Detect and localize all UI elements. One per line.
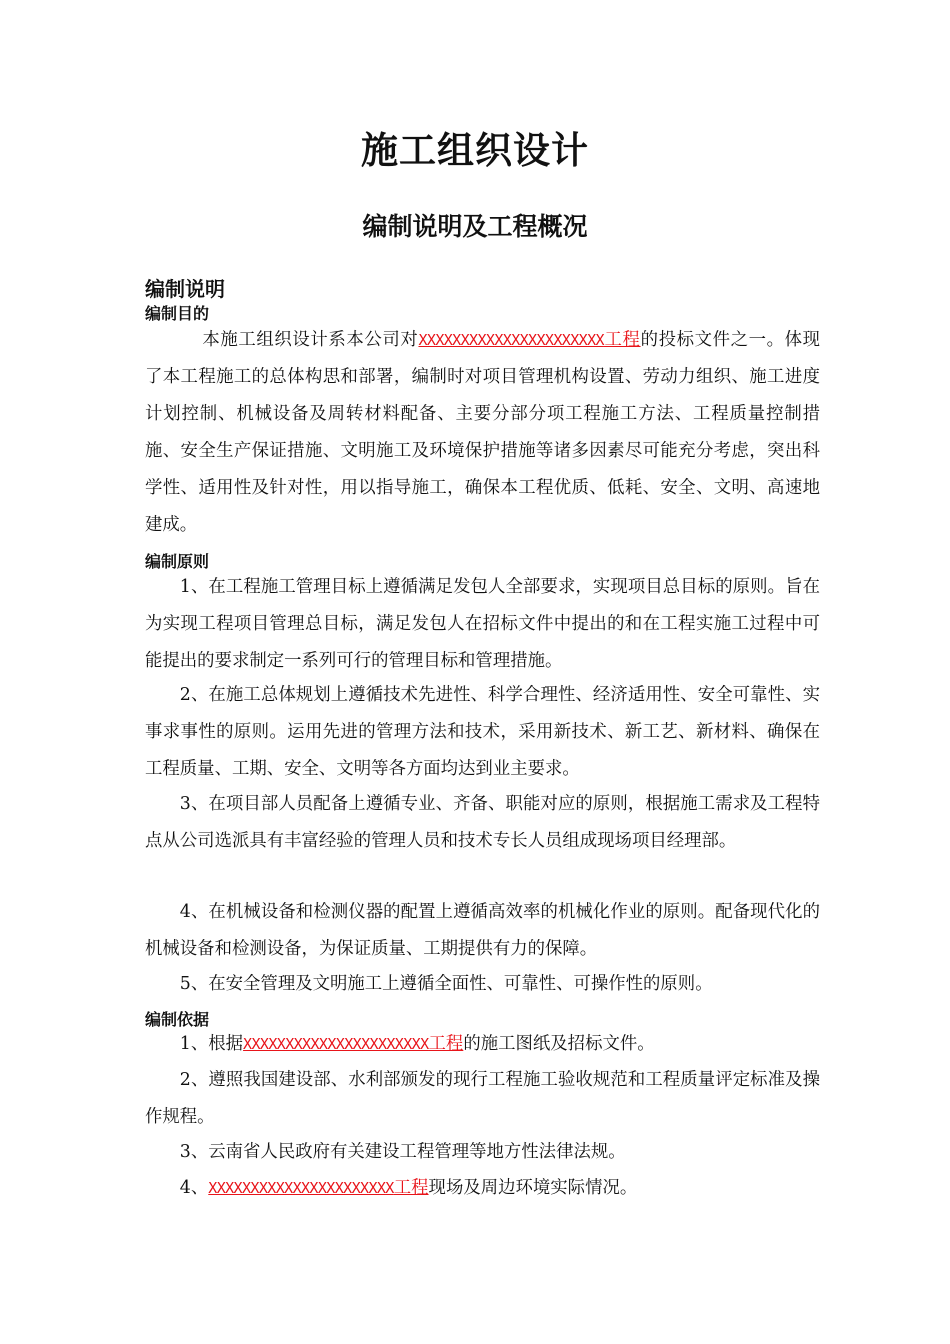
basis-project-highlight-1 xyxy=(243,1035,463,1053)
document-subtitle: 编制说明及工程概况 xyxy=(362,212,588,241)
document-title: 施工组织设计 xyxy=(361,128,589,172)
basis-project-suffix-1: 工程 xyxy=(428,1034,464,1054)
project-suffix: 工程 xyxy=(603,330,641,350)
basis-item-3: 3、云南省人民政府有关建设工程管理等地方性法律法规。 xyxy=(179,1142,626,1162)
principle-item-3: 3、在项目部人员配备上遵循专业、齐备、职能对应的原则，根据施工需求及工程特点从公司选派具有丰富经验的管理人员和技术专长人员组成现场项目经理部。 xyxy=(145,794,820,851)
principle-item-4: 4、在机械设备和检测仪器的配置上遵循高效率的机械化作业的原则。配备现代化的机械设备和检测设备，为保证质量、工期提供有力的保障。 xyxy=(145,902,820,959)
basis-item-4-after: 现场及周边环境实际情况。 xyxy=(428,1178,638,1198)
basis-item-4 xyxy=(145,1170,820,1207)
basis-project-code-4: XXXXXXXXXXXXXXXXXXXXXX xyxy=(208,1179,394,1197)
subsection-heading-purpose: 编制目的 xyxy=(145,304,210,323)
purpose-text-after: 的投标文件之一。体现了本工程施工的总体构思和部署，编制时对项目管理机构设置、劳动力组织、施工进度计划控制、机械设备及周转材料配备、主要分部分项工程施工方法、工程质量控制措施、安全生产保证措施、文明施工及环境保护措施等诸多因素尽可能充分考虑，突出科学性、适用性及针对性，用以指导施工，确保本工程优质、低耗、安全、文明、高速地建成。 xyxy=(145,330,820,535)
subsection-heading-basis: 编制依据 xyxy=(145,1010,210,1029)
basis-item-1 xyxy=(145,1026,820,1063)
principle-item-2: 2、在施工总体规划上遵循技术先进性、科学合理性、经济适用性、安全可靠性、实事求事性的原则。运用先进的管理方法和技术，采用新技术、新工艺、新材料、确保在工程质量、工期、安全、文明等各方面均达到业主要求。 xyxy=(145,685,820,779)
section-heading-explanation: 编制说明 xyxy=(145,277,225,301)
principle-item-5: 5、在安全管理及文明施工上遵循全面性、可靠性、可操作性的原则。 xyxy=(179,974,713,994)
basis-project-code-1: XXXXXXXXXXXXXXXXXXXXXX xyxy=(243,1035,429,1053)
basis-item-1-after: 的施工图纸及招标文件。 xyxy=(463,1034,655,1054)
basis-item-2: 2、遵照我国建设部、水利部颁发的现行工程施工验收规范和工程质量评定标准及操作规程。 xyxy=(145,1070,820,1127)
purpose-paragraph xyxy=(145,322,820,544)
basis-item-1-before: 1、根据 xyxy=(179,1034,244,1054)
project-code: XXXXXXXXXXXXXXXXXXXXXX xyxy=(418,331,604,349)
basis-project-suffix-4: 工程 xyxy=(393,1178,429,1198)
project-name-highlight xyxy=(418,331,640,349)
basis-project-highlight-4 xyxy=(208,1179,428,1197)
basis-item-4-before: 4、 xyxy=(179,1178,209,1198)
purpose-text-before: 本施工组织设计系本公司对 xyxy=(202,330,419,350)
subsection-heading-principles: 编制原则 xyxy=(145,552,210,571)
principle-item-1: 1、在工程施工管理目标上遵循满足发包人全部要求，实现项目总目标的原则。旨在为实现工程项目管理总目标，满足发包人在招标文件中提出的和在工程实施工过程中可能提出的要求制定一系列可行的管理目标和管理措施。 xyxy=(145,577,820,671)
